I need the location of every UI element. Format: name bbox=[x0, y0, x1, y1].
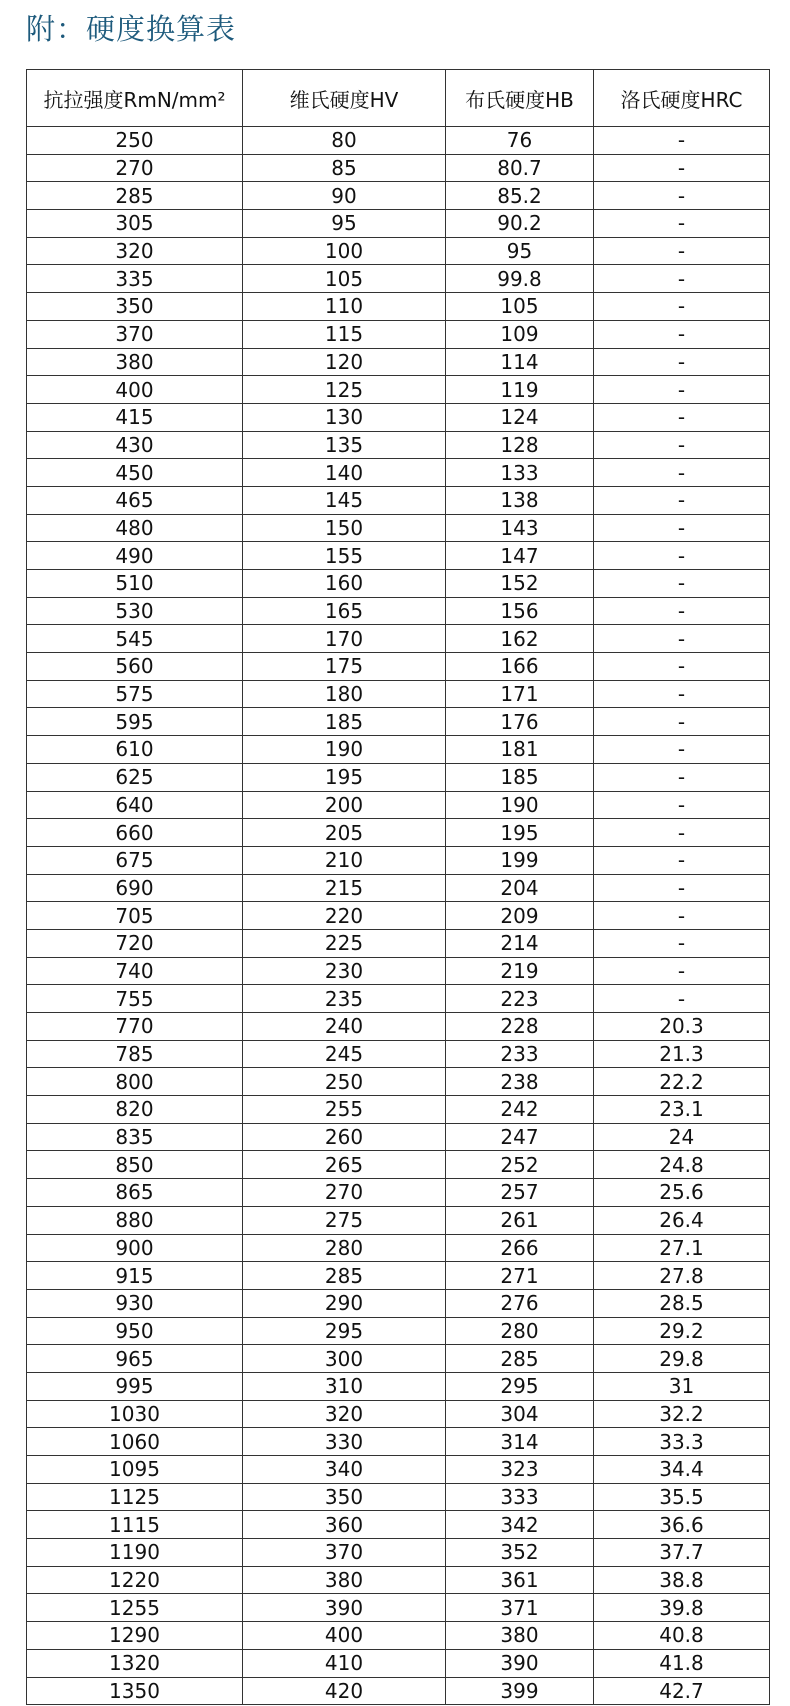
tensile-strength-cell: 800 bbox=[27, 1068, 243, 1096]
table-row bbox=[27, 625, 770, 653]
vickers-hv-cell: 95 bbox=[243, 210, 446, 238]
rockwell-hrc-cell: - bbox=[594, 403, 770, 431]
brinell-hb-cell: 80.7 bbox=[446, 154, 594, 182]
tensile-strength-cell: 1060 bbox=[27, 1428, 243, 1456]
table-row bbox=[27, 929, 770, 957]
table-header bbox=[27, 70, 770, 127]
rockwell-hrc-cell: - bbox=[594, 625, 770, 653]
rockwell-hrc-cell: - bbox=[594, 265, 770, 293]
tensile-strength-cell: 720 bbox=[27, 929, 243, 957]
table-row bbox=[27, 1179, 770, 1207]
table-row bbox=[27, 486, 770, 514]
rockwell-hrc-cell: - bbox=[594, 763, 770, 791]
tensile-strength-cell: 675 bbox=[27, 846, 243, 874]
tensile-strength-cell: 690 bbox=[27, 874, 243, 902]
rockwell-hrc-cell: - bbox=[594, 957, 770, 985]
tensile-strength-cell: 305 bbox=[27, 210, 243, 238]
brinell-hb-cell: 119 bbox=[446, 376, 594, 404]
rockwell-hrc-cell: 39.8 bbox=[594, 1594, 770, 1622]
tensile-strength-cell: 400 bbox=[27, 376, 243, 404]
tensile-strength-cell: 705 bbox=[27, 902, 243, 930]
tensile-strength-cell: 270 bbox=[27, 154, 243, 182]
brinell-hb-cell: 271 bbox=[446, 1262, 594, 1290]
table-row bbox=[27, 846, 770, 874]
tensile-strength-cell: 915 bbox=[27, 1262, 243, 1290]
brinell-hb-cell: 371 bbox=[446, 1594, 594, 1622]
vickers-hv-cell: 200 bbox=[243, 791, 446, 819]
tensile-strength-cell: 430 bbox=[27, 431, 243, 459]
tensile-strength-cell: 965 bbox=[27, 1345, 243, 1373]
brinell-hb-cell: 228 bbox=[446, 1013, 594, 1041]
tensile-strength-cell: 480 bbox=[27, 514, 243, 542]
table-row bbox=[27, 403, 770, 431]
vickers-hv-cell: 80 bbox=[243, 127, 446, 155]
vickers-hv-cell: 130 bbox=[243, 403, 446, 431]
table-row bbox=[27, 736, 770, 764]
brinell-hb-cell: 143 bbox=[446, 514, 594, 542]
tensile-strength-cell: 510 bbox=[27, 570, 243, 598]
table-row bbox=[27, 819, 770, 847]
rockwell-hrc-cell: 29.2 bbox=[594, 1317, 770, 1345]
rockwell-hrc-cell: - bbox=[594, 431, 770, 459]
table-row bbox=[27, 1566, 770, 1594]
vickers-hv-cell: 285 bbox=[243, 1262, 446, 1290]
brinell-hb-cell: 280 bbox=[446, 1317, 594, 1345]
rockwell-hrc-cell: - bbox=[594, 182, 770, 210]
rockwell-hrc-cell: - bbox=[594, 210, 770, 238]
vickers-hv-cell: 230 bbox=[243, 957, 446, 985]
hardness-conversion-table bbox=[26, 69, 770, 1705]
vickers-hv-cell: 135 bbox=[243, 431, 446, 459]
brinell-hb-cell: 181 bbox=[446, 736, 594, 764]
tensile-strength-cell: 575 bbox=[27, 680, 243, 708]
rockwell-hrc-cell: 36.6 bbox=[594, 1511, 770, 1539]
tensile-strength-cell: 465 bbox=[27, 486, 243, 514]
rockwell-hrc-cell: 24 bbox=[594, 1123, 770, 1151]
table-row bbox=[27, 237, 770, 265]
brinell-hb-cell: 190 bbox=[446, 791, 594, 819]
table-row bbox=[27, 1317, 770, 1345]
rockwell-hrc-cell: 27.8 bbox=[594, 1262, 770, 1290]
vickers-hv-cell: 155 bbox=[243, 542, 446, 570]
table-row bbox=[27, 985, 770, 1013]
brinell-hb-cell: 105 bbox=[446, 293, 594, 321]
tensile-strength-cell: 835 bbox=[27, 1123, 243, 1151]
brinell-hb-cell: 333 bbox=[446, 1483, 594, 1511]
rockwell-hrc-cell: - bbox=[594, 791, 770, 819]
rockwell-hrc-cell: - bbox=[594, 348, 770, 376]
tensile-strength-cell: 1350 bbox=[27, 1677, 243, 1705]
brinell-hb-cell: 176 bbox=[446, 708, 594, 736]
rockwell-hrc-cell: 31 bbox=[594, 1372, 770, 1400]
table-row bbox=[27, 653, 770, 681]
vickers-hv-cell: 160 bbox=[243, 570, 446, 598]
vickers-hv-cell: 260 bbox=[243, 1123, 446, 1151]
brinell-hb-cell: 95 bbox=[446, 237, 594, 265]
header-brinell-hb: 布氏硬度HB bbox=[446, 70, 594, 127]
rockwell-hrc-cell: 29.8 bbox=[594, 1345, 770, 1373]
vickers-hv-cell: 215 bbox=[243, 874, 446, 902]
brinell-hb-cell: 238 bbox=[446, 1068, 594, 1096]
brinell-hb-cell: 99.8 bbox=[446, 265, 594, 293]
tensile-strength-cell: 1030 bbox=[27, 1400, 243, 1428]
rockwell-hrc-cell: - bbox=[594, 736, 770, 764]
vickers-hv-cell: 370 bbox=[243, 1539, 446, 1567]
vickers-hv-cell: 245 bbox=[243, 1040, 446, 1068]
vickers-hv-cell: 350 bbox=[243, 1483, 446, 1511]
table-row bbox=[27, 376, 770, 404]
rockwell-hrc-cell: 23.1 bbox=[594, 1096, 770, 1124]
vickers-hv-cell: 280 bbox=[243, 1234, 446, 1262]
rockwell-hrc-cell: 20.3 bbox=[594, 1013, 770, 1041]
table-row bbox=[27, 1123, 770, 1151]
rockwell-hrc-cell: - bbox=[594, 127, 770, 155]
brinell-hb-cell: 152 bbox=[446, 570, 594, 598]
tensile-strength-cell: 545 bbox=[27, 625, 243, 653]
vickers-hv-cell: 265 bbox=[243, 1151, 446, 1179]
tensile-strength-cell: 1125 bbox=[27, 1483, 243, 1511]
table-row bbox=[27, 210, 770, 238]
tensile-strength-cell: 900 bbox=[27, 1234, 243, 1262]
table-row bbox=[27, 127, 770, 155]
table-row bbox=[27, 1622, 770, 1650]
table-row bbox=[27, 1428, 770, 1456]
brinell-hb-cell: 247 bbox=[446, 1123, 594, 1151]
tensile-strength-cell: 285 bbox=[27, 182, 243, 210]
table-row bbox=[27, 902, 770, 930]
tensile-strength-cell: 335 bbox=[27, 265, 243, 293]
table-row bbox=[27, 1345, 770, 1373]
vickers-hv-cell: 225 bbox=[243, 929, 446, 957]
table-row bbox=[27, 1400, 770, 1428]
rockwell-hrc-cell: - bbox=[594, 819, 770, 847]
brinell-hb-cell: 199 bbox=[446, 846, 594, 874]
vickers-hv-cell: 300 bbox=[243, 1345, 446, 1373]
table-row bbox=[27, 1262, 770, 1290]
tensile-strength-cell: 415 bbox=[27, 403, 243, 431]
table-row bbox=[27, 431, 770, 459]
tensile-strength-cell: 1220 bbox=[27, 1566, 243, 1594]
brinell-hb-cell: 361 bbox=[446, 1566, 594, 1594]
table-row bbox=[27, 1456, 770, 1484]
table-row bbox=[27, 182, 770, 210]
vickers-hv-cell: 195 bbox=[243, 763, 446, 791]
brinell-hb-cell: 399 bbox=[446, 1677, 594, 1705]
brinell-hb-cell: 156 bbox=[446, 597, 594, 625]
table-row bbox=[27, 570, 770, 598]
brinell-hb-cell: 342 bbox=[446, 1511, 594, 1539]
tensile-strength-cell: 320 bbox=[27, 237, 243, 265]
table-row bbox=[27, 154, 770, 182]
rockwell-hrc-cell: - bbox=[594, 653, 770, 681]
brinell-hb-cell: 214 bbox=[446, 929, 594, 957]
brinell-hb-cell: 233 bbox=[446, 1040, 594, 1068]
rockwell-hrc-cell: - bbox=[594, 293, 770, 321]
tensile-strength-cell: 595 bbox=[27, 708, 243, 736]
vickers-hv-cell: 390 bbox=[243, 1594, 446, 1622]
tensile-strength-cell: 370 bbox=[27, 320, 243, 348]
tensile-strength-cell: 820 bbox=[27, 1096, 243, 1124]
rockwell-hrc-cell: - bbox=[594, 237, 770, 265]
tensile-strength-cell: 740 bbox=[27, 957, 243, 985]
tensile-strength-cell: 865 bbox=[27, 1179, 243, 1207]
table-row bbox=[27, 1677, 770, 1705]
table-row bbox=[27, 1151, 770, 1179]
table-row bbox=[27, 1096, 770, 1124]
vickers-hv-cell: 165 bbox=[243, 597, 446, 625]
rockwell-hrc-cell: 25.6 bbox=[594, 1179, 770, 1207]
rockwell-hrc-cell: - bbox=[594, 514, 770, 542]
rockwell-hrc-cell: - bbox=[594, 459, 770, 487]
vickers-hv-cell: 410 bbox=[243, 1649, 446, 1677]
brinell-hb-cell: 352 bbox=[446, 1539, 594, 1567]
vickers-hv-cell: 210 bbox=[243, 846, 446, 874]
vickers-hv-cell: 140 bbox=[243, 459, 446, 487]
vickers-hv-cell: 175 bbox=[243, 653, 446, 681]
brinell-hb-cell: 314 bbox=[446, 1428, 594, 1456]
rockwell-hrc-cell: 28.5 bbox=[594, 1289, 770, 1317]
vickers-hv-cell: 185 bbox=[243, 708, 446, 736]
vickers-hv-cell: 380 bbox=[243, 1566, 446, 1594]
vickers-hv-cell: 400 bbox=[243, 1622, 446, 1650]
tensile-strength-cell: 995 bbox=[27, 1372, 243, 1400]
vickers-hv-cell: 85 bbox=[243, 154, 446, 182]
rockwell-hrc-cell: 22.2 bbox=[594, 1068, 770, 1096]
table-row bbox=[27, 874, 770, 902]
vickers-hv-cell: 90 bbox=[243, 182, 446, 210]
brinell-hb-cell: 204 bbox=[446, 874, 594, 902]
rockwell-hrc-cell: 32.2 bbox=[594, 1400, 770, 1428]
vickers-hv-cell: 360 bbox=[243, 1511, 446, 1539]
brinell-hb-cell: 285 bbox=[446, 1345, 594, 1373]
rockwell-hrc-cell: - bbox=[594, 874, 770, 902]
brinell-hb-cell: 114 bbox=[446, 348, 594, 376]
brinell-hb-cell: 323 bbox=[446, 1456, 594, 1484]
brinell-hb-cell: 266 bbox=[446, 1234, 594, 1262]
tensile-strength-cell: 380 bbox=[27, 348, 243, 376]
rockwell-hrc-cell: - bbox=[594, 708, 770, 736]
tensile-strength-cell: 1190 bbox=[27, 1539, 243, 1567]
tensile-strength-cell: 930 bbox=[27, 1289, 243, 1317]
vickers-hv-cell: 170 bbox=[243, 625, 446, 653]
rockwell-hrc-cell: - bbox=[594, 570, 770, 598]
rockwell-hrc-cell: 40.8 bbox=[594, 1622, 770, 1650]
vickers-hv-cell: 310 bbox=[243, 1372, 446, 1400]
rockwell-hrc-cell: 27.1 bbox=[594, 1234, 770, 1262]
rockwell-hrc-cell: - bbox=[594, 376, 770, 404]
brinell-hb-cell: 295 bbox=[446, 1372, 594, 1400]
table-row bbox=[27, 320, 770, 348]
header-rockwell-hrc: 洛氏硬度HRC bbox=[594, 70, 770, 127]
rockwell-hrc-cell: 33.3 bbox=[594, 1428, 770, 1456]
header-tensile-strength: 抗拉强度RmN/mm² bbox=[27, 70, 243, 127]
brinell-hb-cell: 128 bbox=[446, 431, 594, 459]
rockwell-hrc-cell: 42.7 bbox=[594, 1677, 770, 1705]
table-row bbox=[27, 680, 770, 708]
vickers-hv-cell: 115 bbox=[243, 320, 446, 348]
table-row bbox=[27, 542, 770, 570]
brinell-hb-cell: 166 bbox=[446, 653, 594, 681]
brinell-hb-cell: 109 bbox=[446, 320, 594, 348]
rockwell-hrc-cell: - bbox=[594, 985, 770, 1013]
rockwell-hrc-cell: 26.4 bbox=[594, 1206, 770, 1234]
table-row bbox=[27, 1649, 770, 1677]
tensile-strength-cell: 450 bbox=[27, 459, 243, 487]
tensile-strength-cell: 530 bbox=[27, 597, 243, 625]
tensile-strength-cell: 1290 bbox=[27, 1622, 243, 1650]
rockwell-hrc-cell: - bbox=[594, 680, 770, 708]
brinell-hb-cell: 133 bbox=[446, 459, 594, 487]
vickers-hv-cell: 290 bbox=[243, 1289, 446, 1317]
table-row bbox=[27, 1013, 770, 1041]
vickers-hv-cell: 250 bbox=[243, 1068, 446, 1096]
rockwell-hrc-cell: - bbox=[594, 154, 770, 182]
vickers-hv-cell: 275 bbox=[243, 1206, 446, 1234]
brinell-hb-cell: 257 bbox=[446, 1179, 594, 1207]
vickers-hv-cell: 240 bbox=[243, 1013, 446, 1041]
rockwell-hrc-cell: 37.7 bbox=[594, 1539, 770, 1567]
rockwell-hrc-cell: 34.4 bbox=[594, 1456, 770, 1484]
tensile-strength-cell: 350 bbox=[27, 293, 243, 321]
vickers-hv-cell: 205 bbox=[243, 819, 446, 847]
vickers-hv-cell: 340 bbox=[243, 1456, 446, 1484]
table-row bbox=[27, 1234, 770, 1262]
brinell-hb-cell: 185 bbox=[446, 763, 594, 791]
brinell-hb-cell: 252 bbox=[446, 1151, 594, 1179]
vickers-hv-cell: 330 bbox=[243, 1428, 446, 1456]
brinell-hb-cell: 380 bbox=[446, 1622, 594, 1650]
rockwell-hrc-cell: - bbox=[594, 902, 770, 930]
table-row bbox=[27, 957, 770, 985]
rockwell-hrc-cell: 38.8 bbox=[594, 1566, 770, 1594]
vickers-hv-cell: 270 bbox=[243, 1179, 446, 1207]
vickers-hv-cell: 150 bbox=[243, 514, 446, 542]
vickers-hv-cell: 220 bbox=[243, 902, 446, 930]
brinell-hb-cell: 138 bbox=[446, 486, 594, 514]
tensile-strength-cell: 660 bbox=[27, 819, 243, 847]
vickers-hv-cell: 420 bbox=[243, 1677, 446, 1705]
brinell-hb-cell: 162 bbox=[446, 625, 594, 653]
brinell-hb-cell: 124 bbox=[446, 403, 594, 431]
table-row bbox=[27, 597, 770, 625]
brinell-hb-cell: 76 bbox=[446, 127, 594, 155]
vickers-hv-cell: 105 bbox=[243, 265, 446, 293]
brinell-hb-cell: 219 bbox=[446, 957, 594, 985]
brinell-hb-cell: 390 bbox=[446, 1649, 594, 1677]
brinell-hb-cell: 242 bbox=[446, 1096, 594, 1124]
brinell-hb-cell: 147 bbox=[446, 542, 594, 570]
table-row bbox=[27, 1068, 770, 1096]
vickers-hv-cell: 180 bbox=[243, 680, 446, 708]
tensile-strength-cell: 640 bbox=[27, 791, 243, 819]
vickers-hv-cell: 190 bbox=[243, 736, 446, 764]
header-vickers-hv: 维氏硬度HV bbox=[243, 70, 446, 127]
brinell-hb-cell: 195 bbox=[446, 819, 594, 847]
vickers-hv-cell: 120 bbox=[243, 348, 446, 376]
vickers-hv-cell: 110 bbox=[243, 293, 446, 321]
table-row bbox=[27, 348, 770, 376]
vickers-hv-cell: 125 bbox=[243, 376, 446, 404]
table-row bbox=[27, 791, 770, 819]
rockwell-hrc-cell: - bbox=[594, 542, 770, 570]
tensile-strength-cell: 1320 bbox=[27, 1649, 243, 1677]
vickers-hv-cell: 145 bbox=[243, 486, 446, 514]
tensile-strength-cell: 850 bbox=[27, 1151, 243, 1179]
tensile-strength-cell: 770 bbox=[27, 1013, 243, 1041]
table-row bbox=[27, 1539, 770, 1567]
tensile-strength-cell: 755 bbox=[27, 985, 243, 1013]
table-row bbox=[27, 763, 770, 791]
rockwell-hrc-cell: 21.3 bbox=[594, 1040, 770, 1068]
table-row bbox=[27, 1289, 770, 1317]
table-row bbox=[27, 514, 770, 542]
tensile-strength-cell: 1115 bbox=[27, 1511, 243, 1539]
table-body bbox=[27, 127, 770, 1705]
tensile-strength-cell: 785 bbox=[27, 1040, 243, 1068]
rockwell-hrc-cell: - bbox=[594, 597, 770, 625]
vickers-hv-cell: 295 bbox=[243, 1317, 446, 1345]
tensile-strength-cell: 610 bbox=[27, 736, 243, 764]
brinell-hb-cell: 209 bbox=[446, 902, 594, 930]
brinell-hb-cell: 261 bbox=[446, 1206, 594, 1234]
tensile-strength-cell: 1255 bbox=[27, 1594, 243, 1622]
brinell-hb-cell: 90.2 bbox=[446, 210, 594, 238]
vickers-hv-cell: 255 bbox=[243, 1096, 446, 1124]
header-row bbox=[27, 70, 770, 127]
rockwell-hrc-cell: - bbox=[594, 929, 770, 957]
tensile-strength-cell: 880 bbox=[27, 1206, 243, 1234]
table-row bbox=[27, 1206, 770, 1234]
rockwell-hrc-cell: 24.8 bbox=[594, 1151, 770, 1179]
brinell-hb-cell: 171 bbox=[446, 680, 594, 708]
tensile-strength-cell: 250 bbox=[27, 127, 243, 155]
table-row bbox=[27, 459, 770, 487]
vickers-hv-cell: 235 bbox=[243, 985, 446, 1013]
rockwell-hrc-cell: 41.8 bbox=[594, 1649, 770, 1677]
tensile-strength-cell: 560 bbox=[27, 653, 243, 681]
table-row bbox=[27, 1372, 770, 1400]
tensile-strength-cell: 625 bbox=[27, 763, 243, 791]
brinell-hb-cell: 304 bbox=[446, 1400, 594, 1428]
table-row bbox=[27, 1483, 770, 1511]
rockwell-hrc-cell: - bbox=[594, 846, 770, 874]
table-row bbox=[27, 1040, 770, 1068]
brinell-hb-cell: 85.2 bbox=[446, 182, 594, 210]
table-row bbox=[27, 293, 770, 321]
vickers-hv-cell: 100 bbox=[243, 237, 446, 265]
table-row bbox=[27, 1594, 770, 1622]
rockwell-hrc-cell: 35.5 bbox=[594, 1483, 770, 1511]
table-row bbox=[27, 1511, 770, 1539]
table-row bbox=[27, 265, 770, 293]
brinell-hb-cell: 223 bbox=[446, 985, 594, 1013]
vickers-hv-cell: 320 bbox=[243, 1400, 446, 1428]
tensile-strength-cell: 1095 bbox=[27, 1456, 243, 1484]
rockwell-hrc-cell: - bbox=[594, 486, 770, 514]
rockwell-hrc-cell: - bbox=[594, 320, 770, 348]
tensile-strength-cell: 490 bbox=[27, 542, 243, 570]
table-row bbox=[27, 708, 770, 736]
page-title: 附：硬度换算表 bbox=[26, 12, 237, 46]
tensile-strength-cell: 950 bbox=[27, 1317, 243, 1345]
brinell-hb-cell: 276 bbox=[446, 1289, 594, 1317]
